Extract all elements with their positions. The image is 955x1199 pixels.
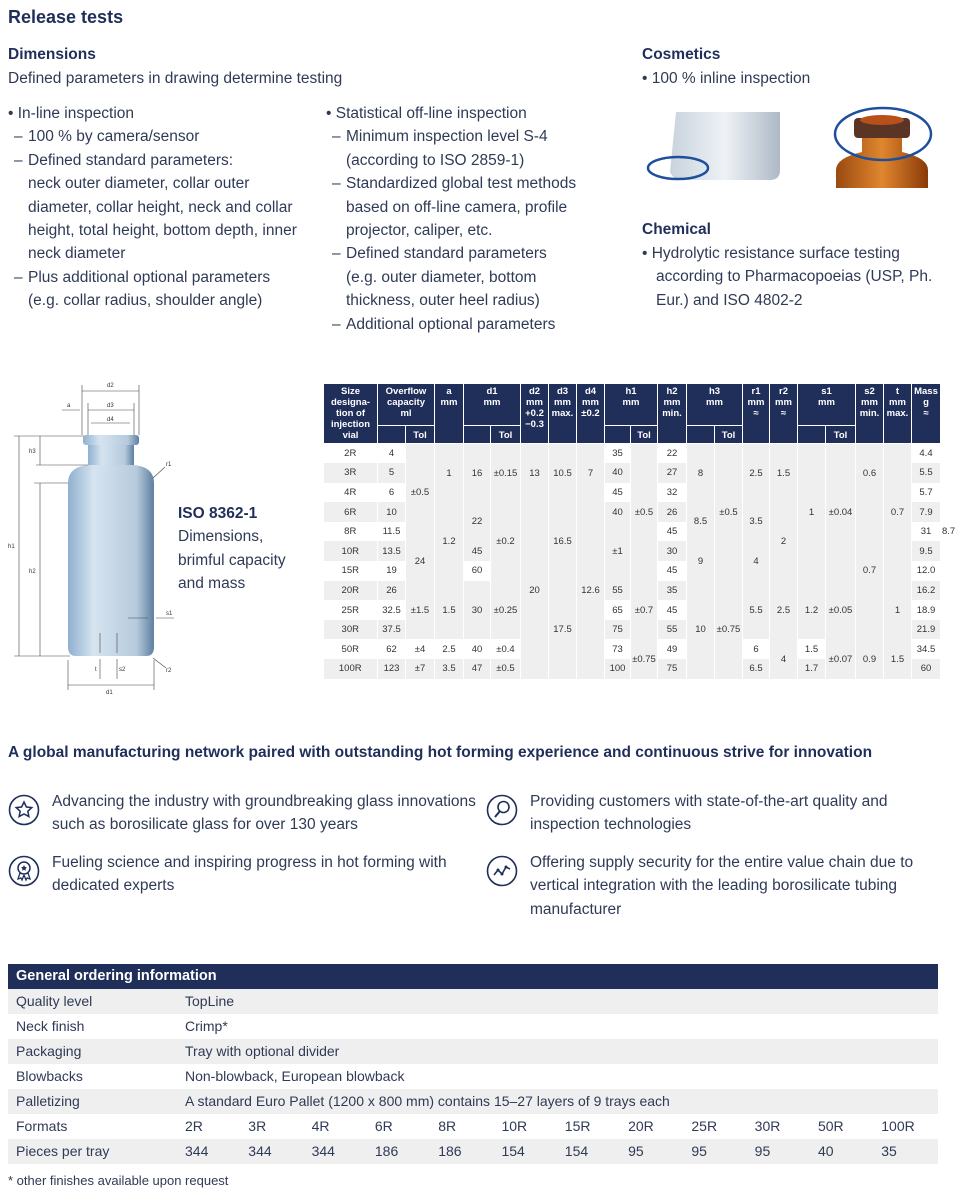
subcolumn-header [464,426,491,444]
table-cell: 60 [464,561,491,581]
inline-item: Defined standard parameters: [28,151,234,169]
table-cell: 22 [658,444,687,464]
table-cell: ±0.75 [631,639,658,678]
table-cell: 26 [658,502,687,522]
table-cell: 6R [324,502,378,522]
header-line: mm [582,397,599,408]
table-cell: ±7 [406,659,435,679]
column-header [464,384,521,426]
table-cell: 4R [324,483,378,503]
label-h3: h3 [29,449,36,455]
iso-description: Dimensions, brimful capacity and mass [178,528,286,593]
table-cell: 2.5 [770,581,798,640]
table-cell: ±0.5 [491,659,521,679]
table-cell: 30 [658,541,687,561]
label-d1: d1 [106,690,113,696]
header-line: ml [400,408,412,419]
ordering-heading: General ordering information [8,964,938,989]
label-s2: s2 [119,667,126,673]
header-line: d1 [486,386,498,397]
ordering-info-table [8,964,938,1164]
table-cell: 6 [743,639,770,659]
header-line: mm [747,397,765,408]
label-h1: h1 [8,544,15,550]
column-header [521,384,549,444]
inline-item: 100 % by camera/sensor [28,128,200,146]
column-header [577,384,605,444]
format-cell: 8R [438,1118,457,1134]
ordering-row [8,1064,938,1089]
header-line: mm [861,397,878,408]
table-cell: 27 [658,463,687,483]
table-cell: 16.5 [549,502,577,580]
header-line: designa- [330,397,371,408]
header-line: Mass [914,386,938,397]
header-line: a [446,386,452,397]
header-line: −0.3 [525,419,544,430]
table-cell: 45 [658,561,687,581]
label-t: t [95,667,97,673]
ordering-value: Crimp* [185,1018,228,1034]
table-cell: 10 [687,581,715,679]
table-cell: 62 [378,639,406,659]
table-cell: 17.5 [549,581,577,679]
offline-cont: (according to ISO 2859-1) [346,151,525,169]
table-cell: 9.5 [912,541,941,561]
cosmetics-heading: Cosmetics [642,46,721,63]
cosmetics-images [640,100,940,188]
format-cell: 20R [628,1118,654,1134]
format-cell: 2R [185,1118,203,1134]
table-cell: 25R [324,600,378,620]
table-cell: 5.7 [912,483,941,503]
dimensions-intro: Defined parameters in drawing determine testing [8,70,343,87]
table-cell: 16 [464,444,491,503]
table-cell: 9 [687,541,715,580]
ordering-value: A standard Euro Pallet (1200 x 800 mm) contains 15–27 layers of 9 trays each [185,1093,670,1109]
table-cell: 1.2 [435,502,464,580]
header-line: mm [818,397,835,408]
subcolumn-header [605,426,631,444]
offline-inspection-list: • Statistical off-line inspection – Minimum inspection level S-4 (according to ISO 2859-1) – Standardized global test methods based on off-line camera, profile projector, caliper, etc. – Defined standard parameters (e.g. outer diameter, bottom thickness, outer heel radius) – Additional optional parameters [326,102,606,336]
feature-item [486,851,936,921]
magnifier-icon [486,794,518,826]
header-line: g [923,397,929,408]
table-cell: ±1.5 [406,581,435,640]
table-cell: 1.2 [798,581,826,640]
ordering-value: Tray with optional divider [185,1043,340,1059]
pieces-cell: 95 [691,1143,707,1159]
table-cell: 1.5 [770,444,798,503]
table-cell: 0.9 [856,639,884,678]
subcolumn-header [798,426,826,444]
header-line: d2 [528,386,541,397]
label-a: a [67,403,71,409]
header-line: s2 [864,386,875,397]
ordering-label: Palletizing [16,1093,80,1109]
inline-item: Plus additional optional parameters [28,268,271,286]
table-cell: 75 [605,620,631,640]
table-cell: 4 [770,639,798,678]
table-cell: 50R [324,639,378,659]
format-cell: 4R [311,1118,330,1134]
table-cell: 7 [577,444,605,503]
column-header [378,384,435,426]
table-cell: ±0.04 [826,444,856,581]
header-line: h1 [625,386,637,397]
header-line: mm [526,397,543,408]
column-header [549,384,577,444]
header-line: min. [662,408,682,419]
inline-optional: (e.g. collar radius, shoulder angle) [28,292,263,310]
pieces-cell: 154 [564,1143,589,1159]
offline-item: Standardized global test methods [346,175,577,193]
column-header [912,384,941,444]
feature-item [8,790,486,837]
table-cell: 4 [378,444,406,464]
label-d4: d4 [107,417,114,423]
table-cell: 21.9 [912,620,941,640]
header-line: mm [440,397,458,408]
header-line: ±0.2 [581,408,600,419]
table-cell: 15R [324,561,378,581]
offline-label: • Statistical off-line inspection [326,102,606,125]
table-cell: ±4 [406,639,435,659]
table-cell: 0.6 [856,444,884,503]
table-cell: 10R [324,541,378,561]
table-cell: 2R [324,444,378,464]
ordering-row [8,1039,938,1064]
header-line: t [895,386,900,397]
table-cell: ±0.5 [631,444,658,581]
chemical-text: Hydrolytic resistance surface testing according to Pharmacopoeias (USP, Ph. Eur.) and ISO 4802-2 [651,245,933,309]
header-line: d4 [584,386,597,397]
table-cell: 60 [912,659,941,679]
format-cell: 3R [248,1118,267,1134]
table-cell: 30 [464,581,491,640]
label-d2: d2 [107,383,114,389]
pieces-cell: 186 [438,1143,462,1159]
column-header [324,384,378,444]
table-cell: 20 [521,502,549,678]
table-cell: 22 [464,502,491,541]
column-header [743,384,770,444]
table-cell: 40 [605,502,631,522]
header-line: r1 [751,386,761,397]
table-cell: 75 [658,659,687,679]
table-cell: 55 [605,581,631,601]
column-header [856,384,884,444]
cosmetics-item: • 100 % inline inspection [642,67,810,90]
table-cell: 1 [798,444,826,581]
header-line: Size [340,386,360,397]
table-cell: 24 [406,541,435,580]
table-cell: 5.5 [743,581,770,640]
chemical-heading: Chemical [642,221,711,238]
format-cell: 50R [817,1118,844,1134]
table-cell: ±0.4 [491,639,521,659]
table-cell: 12.0 [912,561,941,581]
table-cell: 6.5 [743,659,770,679]
table-cell: 49 [658,639,687,659]
table-cell: 1.5 [435,581,464,640]
table-cell: 32.5 [378,600,406,620]
table-cell: 11.5 [378,522,406,542]
header-line: min. [859,408,880,419]
ordering-label: Packaging [16,1043,82,1059]
table-cell: 2.5 [743,444,770,503]
dimension-spec-table [323,383,955,679]
table-cell: 30R [324,620,378,640]
network-heading: A global manufacturing network paired with outstanding hot forming experience and continuous strive for innovation [8,744,873,761]
amber-vial-neck-image [835,108,931,188]
label-d3: d3 [107,403,114,409]
column-header [605,384,658,426]
table-cell: 1.7 [798,659,826,679]
table-cell: 13 [521,444,549,503]
format-cell: 6R [374,1118,393,1134]
subcolumn-header [378,426,406,444]
header-line: mm [622,397,640,408]
header-line: ≈ [753,408,759,419]
subcolumn-header: Tol [491,426,521,444]
table-cell: ±0.05 [826,581,856,640]
header-line: r2 [779,386,788,397]
table-cell: 47 [464,659,491,679]
table-cell: 35 [605,444,631,464]
pieces-row [8,1139,938,1164]
label-h2: h2 [29,569,36,575]
table-cell: 19 [378,561,406,581]
table-cell: 45 [658,522,687,542]
table-cell: 10.5 [549,444,577,503]
header-line: injection [330,419,371,430]
column-header [435,384,464,444]
format-row [8,1114,938,1139]
table-cell: 5.5 [912,463,941,483]
inline-label: • In-line inspection [8,102,308,125]
column-header [687,384,743,426]
header-line: max. [551,408,574,419]
clear-vial-bottom-image [648,112,780,180]
header-line: h2 [666,386,678,397]
table-cell: 7.9 [912,502,941,522]
table-cell: 8R [324,522,378,542]
pieces-cell: 154 [501,1143,525,1159]
feature-item [486,790,936,837]
feature-text: Fueling science and inspiring progress in hot forming with dedicated experts [52,853,447,895]
header-line: capacity [386,397,426,408]
table-cell: ±0.15 [491,444,521,503]
header-line: mm [706,397,723,408]
header-line: s1 [821,386,832,397]
footnote: * other finishes available upon request [8,1173,229,1188]
table-cell: 55 [658,620,687,640]
table-cell: 35 [658,581,687,601]
table-cell: 1.5 [884,639,912,678]
table-cell: ±1 [605,522,631,581]
table-cell: 2.5 [435,639,464,659]
ordering-label: Quality level [16,993,93,1009]
pieces-cell: 95 [754,1143,771,1159]
table-cell: 31 [912,522,941,542]
header-line: max. [886,408,909,419]
table-row [324,581,941,601]
table-cell: 73 [605,639,631,659]
chemical-item: • Hydrolytic resistance surface testing according to Pharmacopoeias (USP, Ph. Eur.) and ISO 4802-2 [642,245,933,309]
header-line: Overflow [385,386,427,397]
label-s1: s1 [166,611,173,617]
offline-item: Minimum inspection level S-4 [346,128,548,146]
ordering-row [8,1089,938,1114]
subcolumn-header [687,426,715,444]
page-title: Release tests [8,7,124,27]
table-cell: 4.4 [912,444,941,464]
column-header [884,384,912,444]
table-cell: 18.9 [912,600,941,620]
table-cell: ±0.5 [715,444,743,581]
table-cell: 100 [605,659,631,679]
feature-item [8,851,486,921]
table-cell: ±0.25 [491,581,521,640]
table-cell: ±0.75 [715,581,743,679]
table-row [324,639,941,659]
table-cell: 100R [324,659,378,679]
table-cell: 34.5 [912,639,941,659]
format-label: Formats [16,1118,68,1134]
offline-item: Defined standard parameters [346,245,547,263]
offline-item: Additional optional parameters [346,315,556,333]
ordering-row [8,989,938,1014]
table-cell: 13.5 [378,541,406,561]
table-cell: 32 [658,483,687,503]
feature-list [8,790,943,921]
table-cell: 45 [464,541,491,561]
table-row: 8R 11.5 ±1 45 31 8.7 [324,522,941,542]
table-cell: ±0.2 [491,502,521,580]
pieces-label: Pieces per tray [16,1143,110,1159]
header-line: vial [342,430,359,441]
table-cell: 10 [378,502,406,522]
table-cell: 0.7 [884,444,912,581]
table-cell: ±0.7 [631,581,658,640]
table-cell: 0.7 [856,502,884,639]
format-cell: 10R [501,1118,528,1134]
table-cell: 20R [324,581,378,601]
table-cell: 6 [378,483,406,503]
column-header [770,384,798,444]
feature-text: Offering supply security for the entire value chain due to vertical integration with the leading borosilicate tubing manufacturer [530,853,914,918]
table-cell: ±0.5 [406,444,435,542]
award-icon [8,855,40,887]
column-header [798,384,856,426]
table-cell: 16.2 [912,581,941,601]
chart-line-icon [486,855,518,887]
inline-inspection-list: • In-line inspection – 100 % by camera/sensor – Defined standard parameters: neck outer diameter, collar outer diameter, collar height, neck and collar height, total height, bottom depth, inner neck diameter – Plus additional optional parameters (e.g. collar radius, shoulder angle) [8,102,308,313]
ordering-value: Non-blowback, European blowback [185,1068,405,1084]
table-cell: 1 [884,581,912,640]
table-cell: 3.5 [743,502,770,541]
table-cell: 4 [743,541,770,580]
table-cell: 26 [378,581,406,601]
feature-text: Providing customers with state-of-the-art quality and inspection technologies [530,793,888,834]
subcolumn-header: Tol [715,426,743,444]
header-line: mm [483,397,501,408]
pieces-cell: 344 [311,1143,335,1159]
table-cell: 45 [658,600,687,620]
format-cell: 25R [691,1118,718,1134]
offline-cont: based on off-line camera, profile projector, caliper, etc. [346,198,568,240]
table-cell: 40 [605,463,631,483]
table-cell: 2 [770,502,798,580]
label-r2: r2 [166,668,172,674]
table-cell: 5 [378,463,406,483]
table-cell: 123 [378,659,406,679]
format-cell: 100R [881,1118,915,1134]
format-cell: 15R [564,1118,591,1134]
pieces-cell: 344 [185,1143,209,1159]
vial-dimension-drawing [0,375,180,695]
table-cell: 3.5 [435,659,464,679]
table-cell: 45 [605,483,631,503]
table-cell: 1 [435,444,464,503]
header-line: tion of [335,408,365,419]
table-cell: 12.6 [577,502,605,678]
header-line: ≈ [923,408,929,419]
header-line: +0.2 [525,408,544,419]
inline-params: neck outer diameter, collar outer diameter, collar height, neck and collar height, total height, bottom depth, inner neck diameter [28,175,297,263]
pieces-cell: 40 [817,1143,834,1159]
ordering-label: Neck finish [16,1018,85,1034]
header-line: d3 [556,386,569,397]
feature-text: Advancing the industry with groundbreaking glass innovations such as borosilicate glass for over 130 years [52,793,476,834]
dimensions-heading: Dimensions [8,46,96,63]
table-cell: 8 [687,444,715,503]
table-cell: 1.5 [798,639,826,659]
header-line: mm [775,397,792,408]
pieces-cell: 95 [628,1143,644,1159]
subcolumn-header: Tol [406,426,435,444]
format-cell: 30R [754,1118,781,1134]
ordering-label: Blowbacks [16,1068,83,1084]
header-line: h3 [708,386,721,397]
star-icon [8,794,40,826]
iso-standard: ISO 8362-1 [178,505,258,522]
offline-cont: (e.g. outer diameter, bottom thickness, outer heel radius) [346,268,540,310]
ordering-value: TopLine [185,993,235,1009]
header-line: mm [663,397,681,408]
subcolumn-header: Tol [826,426,856,444]
table-cell: 37.5 [378,620,406,640]
table-cell: 8.5 [687,502,715,541]
label-r1: r1 [166,462,172,468]
subcolumn-header: Tol [631,426,658,444]
header-line: mm [889,397,906,408]
ordering-row [8,1014,938,1039]
table-cell: 65 [605,600,631,620]
pieces-cell: 35 [881,1143,897,1159]
table-cell: ±0.07 [826,639,856,678]
pieces-cell: 186 [374,1143,399,1159]
table-cell: 40 [464,639,491,659]
header-line: mm [554,397,571,408]
table-row [324,444,941,464]
pieces-cell: 344 [248,1143,272,1159]
column-header [658,384,687,444]
table-cell: 3R [324,463,378,483]
header-line: ≈ [780,408,787,419]
